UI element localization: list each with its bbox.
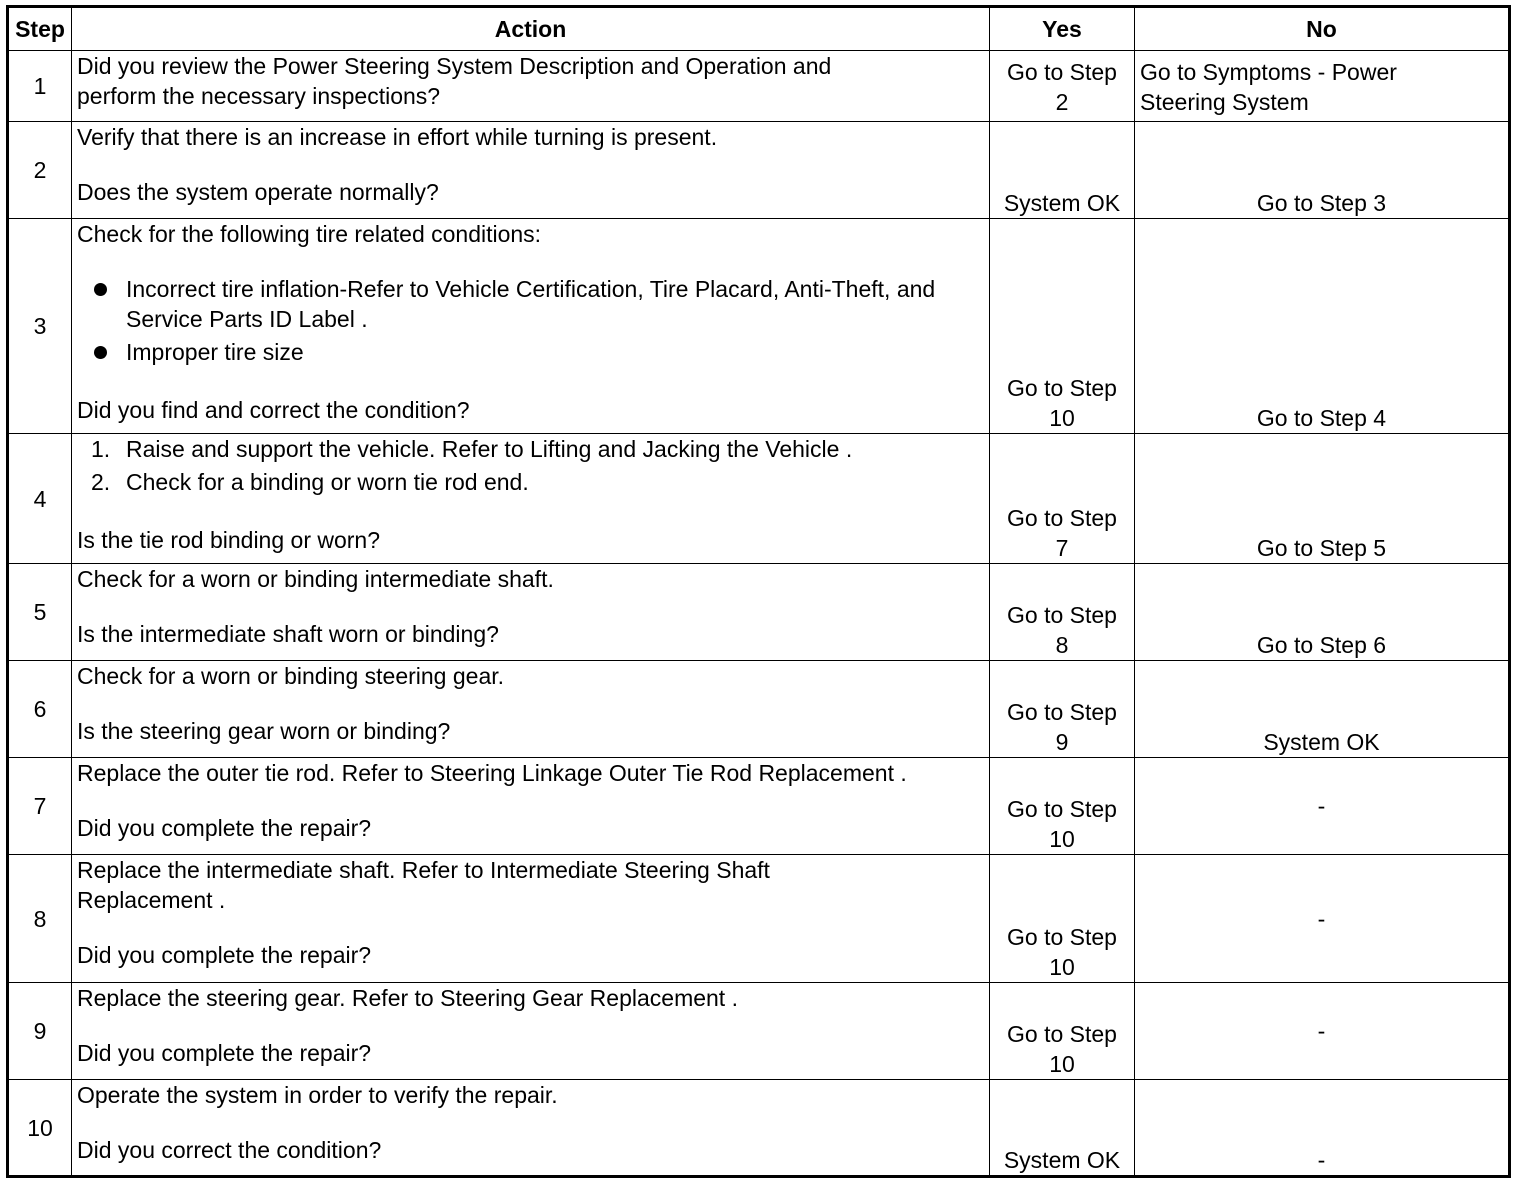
yes-cell [990, 1080, 1135, 1177]
no-result: System OK [1263, 729, 1380, 755]
table-row [8, 564, 1510, 661]
table-row [8, 1080, 1510, 1177]
list-text: Raise and support the vehicle. Refer to Lifting and Jacking the Vehicle . [126, 436, 853, 462]
bullet-text: Incorrect tire inflation-Refer to Vehicle Certification, Tire Placard, Anti-Theft, and Service Parts ID Label . [126, 276, 936, 332]
header-action: Action [72, 7, 990, 51]
no-result: - [1317, 793, 1326, 819]
bullet-text: Improper tire size [126, 339, 304, 365]
no-result: - [1317, 1147, 1326, 1173]
no-cell [1135, 661, 1510, 758]
table-row [8, 122, 1510, 219]
yes-cell [990, 219, 1135, 434]
action-text: Check for the following tire related conditions: [77, 221, 542, 247]
action-cell [72, 122, 990, 219]
action-cell [72, 219, 990, 434]
yes-cell [990, 434, 1135, 564]
table-row [8, 758, 1510, 855]
no-cell [1135, 51, 1510, 122]
no-cell [1135, 983, 1510, 1080]
question-text: Did you find and correct the condition? [77, 397, 470, 423]
action-text: Verify that there is an increase in effort while turning is present. [77, 124, 718, 150]
question-text: Did you complete the repair? [77, 1040, 372, 1066]
action-cell [72, 855, 990, 983]
question-text: Does the system operate normally? [77, 179, 439, 205]
step-number: 9 [8, 983, 72, 1080]
question-text: Is the tie rod binding or worn? [77, 527, 381, 553]
yes-result: Go to Step 9 [1007, 699, 1117, 755]
table-row [8, 855, 1510, 983]
yes-cell [990, 983, 1135, 1080]
table-row [8, 434, 1510, 564]
no-cell [1135, 1080, 1510, 1177]
action-cell [72, 661, 990, 758]
step-number: 8 [8, 855, 72, 983]
numbered-list [77, 434, 984, 497]
action-text: Check for a worn or binding intermediate shaft. [77, 566, 554, 592]
no-result: - [1317, 905, 1326, 932]
no-cell [1135, 564, 1510, 661]
no-result: Go to Symptoms - Power Steering System [1140, 59, 1397, 115]
header-row [8, 7, 1510, 51]
list-item [77, 434, 984, 464]
yes-cell [990, 661, 1135, 758]
yes-result: Go to Step 10 [1007, 924, 1117, 980]
list-text: Check for a binding or worn tie rod end. [126, 469, 529, 495]
yes-result: System OK [1003, 1147, 1121, 1173]
no-cell [1135, 219, 1510, 434]
step-number: 1 [8, 51, 72, 122]
no-result: - [1317, 1018, 1326, 1044]
no-result: Go to Step 6 [1256, 632, 1387, 658]
yes-result: System OK [1003, 190, 1121, 216]
header-yes: Yes [990, 7, 1135, 51]
no-result: Go to Step 4 [1256, 405, 1387, 431]
no-cell [1135, 434, 1510, 564]
yes-cell [990, 51, 1135, 122]
action-cell [72, 51, 990, 122]
action-cell [72, 758, 990, 855]
yes-cell [990, 122, 1135, 219]
question-text: Did you complete the repair? [77, 942, 372, 968]
table-row [8, 661, 1510, 758]
table-row [8, 983, 1510, 1080]
header-no: No [1135, 7, 1510, 51]
action-text: Replace the outer tie rod. Refer to Steering Linkage Outer Tie Rod Replacement . [77, 760, 907, 786]
table-row [8, 51, 1510, 122]
step-number: 7 [8, 758, 72, 855]
action-text: Did you review the Power Steering System Description and Operation and perform the necessary inspections? [77, 53, 832, 109]
yes-result: Go to Step 10 [1007, 1021, 1117, 1077]
no-cell [1135, 122, 1510, 219]
list-item [77, 274, 984, 334]
yes-cell [990, 758, 1135, 855]
table-row [8, 219, 1510, 434]
yes-result: Go to Step 8 [1007, 602, 1117, 658]
list-number: 1. [91, 436, 111, 462]
action-text: Check for a worn or binding steering gear. [77, 663, 505, 689]
step-number: 5 [8, 564, 72, 661]
no-result: Go to Step 5 [1256, 535, 1387, 561]
action-cell [72, 564, 990, 661]
yes-cell [990, 855, 1135, 983]
action-text: Operate the system in order to verify the repair. [77, 1082, 558, 1108]
no-result: Go to Step 3 [1256, 190, 1387, 216]
no-cell [1135, 758, 1510, 855]
list-number: 2. [91, 469, 111, 495]
yes-cell [990, 564, 1135, 661]
action-text: Replace the steering gear. Refer to Steering Gear Replacement . [77, 985, 738, 1011]
bullet-list [77, 274, 984, 367]
action-cell [72, 983, 990, 1080]
step-number: 2 [8, 122, 72, 219]
question-text: Is the steering gear worn or binding? [77, 718, 451, 744]
question-text: Did you correct the condition? [77, 1137, 382, 1163]
diagnostic-table [6, 5, 1511, 1178]
step-number: 3 [8, 219, 72, 434]
step-number: 6 [8, 661, 72, 758]
list-item [77, 337, 984, 367]
no-cell [1135, 855, 1510, 983]
action-cell [72, 434, 990, 564]
list-item [77, 467, 984, 497]
action-cell [72, 1080, 990, 1177]
step-number: 4 [8, 434, 72, 564]
question-text: Is the intermediate shaft worn or binding? [77, 621, 499, 647]
header-step: Step [8, 7, 72, 51]
action-text: Replace the intermediate shaft. Refer to Intermediate Steering Shaft Replacement . [77, 857, 770, 913]
yes-result: Go to Step 2 [1007, 59, 1117, 115]
yes-result: Go to Step 7 [1007, 505, 1117, 561]
yes-result: Go to Step 10 [1007, 375, 1117, 431]
yes-result: Go to Step 10 [1007, 796, 1117, 852]
question-text: Did you complete the repair? [77, 815, 372, 841]
step-number: 10 [8, 1080, 72, 1177]
